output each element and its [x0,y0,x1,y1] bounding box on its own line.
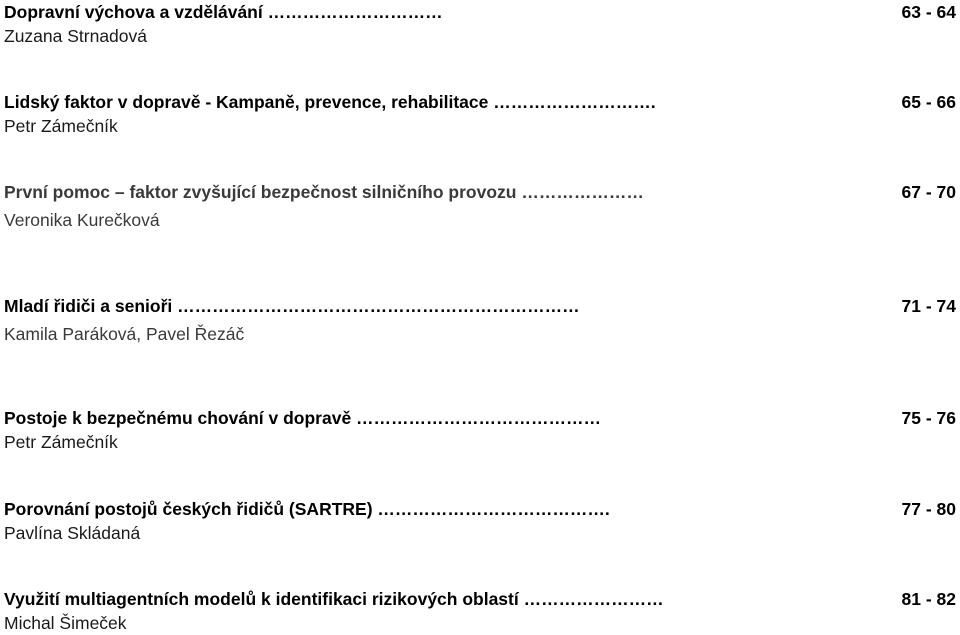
toc-entry [4,294,956,346]
entry-title: Mladí řidiči a senioři …………………………………………………………… [4,296,580,316]
toc-entry [4,406,956,454]
entry-author: Petr Zámečník [4,116,118,136]
entry-pages: 71 - 74 [901,296,956,316]
entry-author: Petr Zámečník [4,432,118,452]
entry-title: Postoje k bezpečnému chování v dopravě …………………………………… [4,408,602,428]
entry-title: Využití multiagentních modelů k identifikaci rizikových oblastí …………………… [4,589,664,609]
entry-author: Kamila Paráková, Pavel Řezáč [4,324,245,344]
entry-pages: 77 - 80 [901,499,956,519]
entry-title: Dopravní výchova a vzdělávání ………………………… [4,2,443,22]
entry-title: Lidský faktor v dopravě - Kampaně, prevence, rehabilitace ………………………. [4,92,656,112]
entry-title: Porovnání postojů českých řidičů (SARTRE) …………………………………. [4,499,610,519]
entry-author: Veronika Kurečková [4,210,160,230]
entry-author: Zuzana Strnadová [4,26,148,46]
entry-pages: 81 - 82 [901,589,956,609]
entry-author: Michal Šimeček [4,613,127,633]
entry-title: První pomoc – faktor zvyšující bezpečnost silničního provozu ………………… [4,182,644,202]
toc-entry [4,0,956,48]
entry-pages: 75 - 76 [901,408,956,428]
entry-pages: 65 - 66 [901,92,956,112]
toc-entry [4,90,956,138]
entry-author: Pavlína Skládaná [4,523,141,543]
entry-pages: 63 - 64 [901,2,956,22]
toc-entry [4,497,956,545]
toc-entry [4,180,956,232]
entry-pages: 67 - 70 [901,182,956,202]
toc-entry [4,587,956,635]
